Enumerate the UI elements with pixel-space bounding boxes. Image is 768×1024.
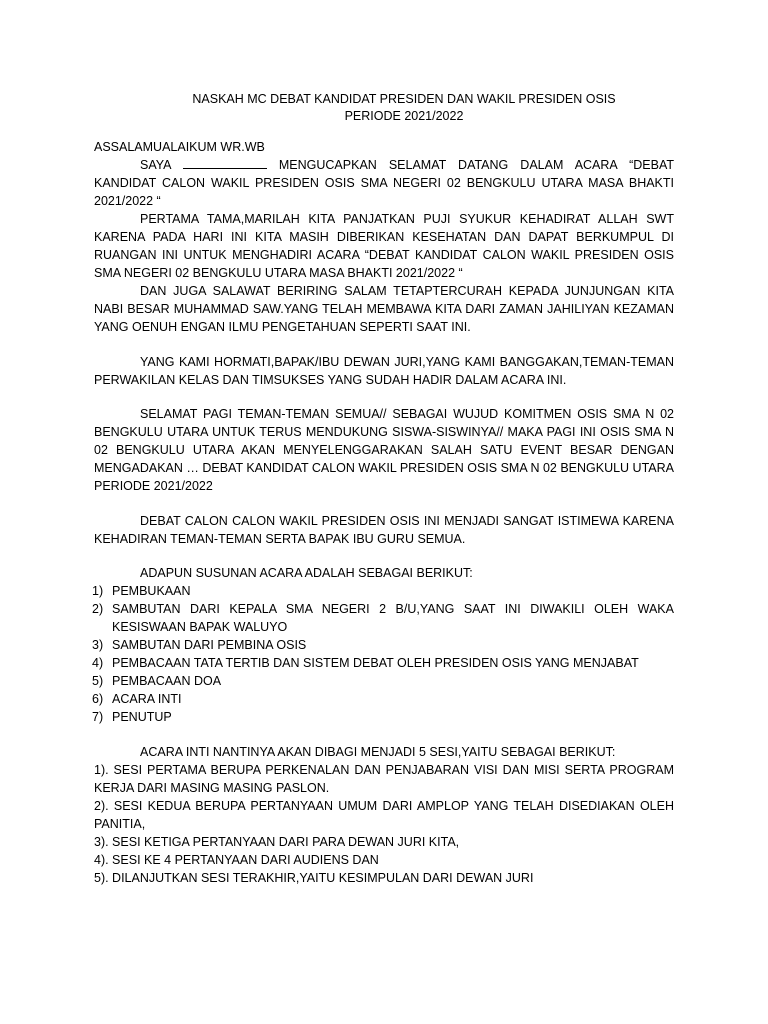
agenda-list [94,582,674,726]
agenda-item [94,708,674,726]
paragraph-salawat: DAN JUGA SALAWAT BERIRING SALAM TETAPTERCURAH KEPADA JUNJUNGAN KITA NABI BESAR MUHAMMAD SAW.YANG TELAH MEMBAWA KITA DARI ZAMAN JAHILIYAN KEZAMAN YANG OENUH ENGAN ILMU PENGETAHUAN SEPERTI SAAT INI. [94,284,674,334]
sesi-item: 2). SESI KEDUA BERUPA PERTANYAAN UMUM DARI AMPLOP YANG TELAH DISEDIAKAN OLEH PANITIA, [94,798,674,831]
paragraph-welcome [94,156,674,210]
document-title: NASKAH MC DEBAT KANDIDAT PRESIDEN DAN WAKIL PRESIDEN OSIS [192,92,616,106]
agenda-item-text: PEMBACAAN TATA TERTIB DAN SISTEM DEBAT OLEH PRESIDEN OSIS YANG MENJABAT [112,656,639,670]
sesi-item: 4). SESI KE 4 PERTANYAAN DARI AUDIENS DAN [94,852,379,867]
agenda-item-text: ACARA INTI [112,692,182,706]
sesi-item: 3). SESI KETIGA PERTANYAAN DARI PARA DEWAN JURI KITA, [94,834,460,849]
welcome-saya: SAYA [140,158,171,172]
name-blank-line [183,157,267,169]
agenda-item-text: SAMBUTAN DARI PEMBINA OSIS [112,638,307,652]
agenda-item-number: 1) [92,584,104,598]
agenda-item-text: PEMBACAAN DOA [112,674,222,688]
sesi-intro: ACARA INTI NANTINYA AKAN DIBAGI MENJADI 5 SESI,YAITU SEBAGAI BERIKUT: [140,744,616,759]
document-body [94,138,674,887]
paragraph-opening: SELAMAT PAGI TEMAN-TEMAN SEMUA// SEBAGAI WUJUD KOMITMEN OSIS SMA N 02 BENGKULU UTARA UNTUK TERUS MENDUKUNG SISWA-SISWINYA// MAKA PAGI INI OSIS SMA N 02 BENGKULU UTARA AKAN MENYELENGGARAKAN SALAH SATU EVENT BESAR DENGAN MENGADAKAN … DEBAT KANDIDAT CALON WAKIL PRESIDEN OSIS SMA N 02 BENGKULU UTARA PERIODE 2021/2022 [94,407,674,493]
agenda-item-number: 6) [92,692,104,706]
agenda-item-text: PEMBUKAAN [112,584,191,598]
agenda-intro: ADAPUN SUSUNAN ACARA ADALAH SEBAGAI BERIKUT: [140,566,473,580]
welcome-text: MENGUCAPKAN SELAMAT DATANG DALAM ACARA “DEBAT KANDIDAT CALON WAKIL PRESIDEN OSIS SMA NEGERI 02 BENGKULU UTARA MASA BHAKTI 2021/2022 “ [94,158,674,208]
paragraph-special: DEBAT CALON CALON WAKIL PRESIDEN OSIS INI MENJADI SANGAT ISTIMEWA KARENA KEHADIRAN TEMAN-TEMAN SERTA BAPAK IBU GURU SEMUA. [94,513,674,546]
agenda-item [94,672,674,690]
agenda-item-number: 2) [92,602,104,616]
paragraph-gratitude: PERTAMA TAMA,MARILAH KITA PANJATKAN PUJI SYUKUR KEHADIRAT ALLAH SWT KARENA PADA HARI INI KITA MASIH DIBERIKAN KESEHATAN DAN DAPAT BERKUMPUL DI RUANGAN INI UNTUK MENGHADIRI ACARA “DEBAT KANDIDAT CALON WAKIL PRESIDEN OSIS SMA NEGERI 02 BENGKULU UTARA MASA BHAKTI 2021/2022 “ [94,212,674,280]
paragraph-respects: YANG KAMI HORMATI,BAPAK/IBU DEWAN JURI,YANG KAMI BANGGAKAN,TEMAN-TEMAN PERWAKILAN KELAS DAN TIMSUKSES YANG SUDAH HADIR DALAM ACARA INI. [94,354,674,387]
agenda-item [94,600,674,636]
agenda-item [94,582,674,600]
agenda-item [94,690,674,708]
greeting: ASSALAMUALAIKUM WR.WB [94,140,265,154]
agenda-item-number: 5) [92,674,104,688]
sesi-item: 5). DILANJUTKAN SESI TERAKHIR,YAITU KESIMPULAN DARI DEWAN JURI [94,870,534,885]
agenda-item-text: PENUTUP [112,710,172,724]
document-subtitle: PERIODE 2021/2022 [344,109,464,123]
agenda-item-number: 7) [92,710,104,724]
agenda-item [94,654,674,672]
sesi-item: 1). SESI PERTAMA BERUPA PERKENALAN DAN PENJABARAN VISI DAN MISI SERTA PROGRAM KERJA DARI MASING MASING PASLON. [94,762,674,795]
agenda-item-number: 4) [92,656,104,670]
agenda-item [94,636,674,654]
sesi-list [94,761,674,887]
agenda-item-text: SAMBUTAN DARI KEPALA SMA NEGERI 2 B/U,YANG SAAT INI DIWAKILI OLEH WAKA KESISWAAN BAPAK WALUYO [112,602,674,634]
agenda-item-number: 3) [92,638,104,652]
